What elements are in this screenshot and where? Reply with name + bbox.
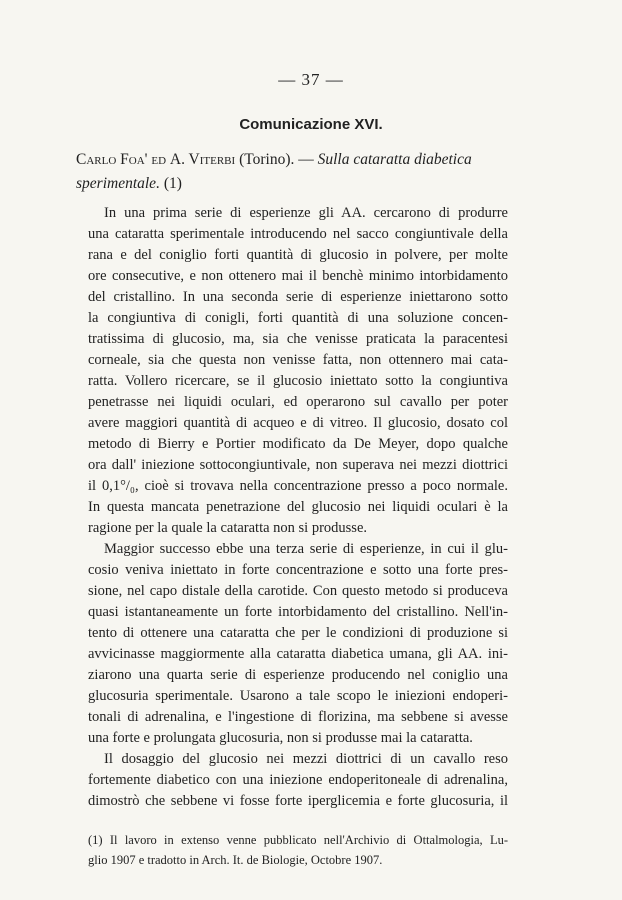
text-line: quasi istantaneamente un forte intorbidamento del cristallino. Nell'in-	[88, 604, 508, 620]
text-line: tonali di adrenalina, e l'ingestione di florizina, ma sebbene si avesse	[88, 709, 508, 725]
text-line: il 0,1°/₀, cioè si trovava nella concentrazione presso a poco normale.	[88, 478, 508, 494]
text-line: penetrasse nei liquidi oculari, ed operarono sul cavallo per poter	[88, 394, 508, 410]
page-number: — 37 —	[278, 70, 344, 89]
text-line: sione, nel capo distale della carotide. Con questo metodo si produceva	[88, 583, 508, 599]
text-line: ragione per la quale la cataratta non si produsse.	[88, 520, 368, 536]
text-line: ratta. Vollero ricercare, se il glucosio iniettato sotto la congiuntiva	[88, 373, 508, 389]
text-line: ziarono una quarta serie di esperienze producendo nel coniglio una	[88, 667, 508, 683]
text-line: avvicinasse maggiormente alla cataratta diabetica umana, gli AA. ini-	[88, 646, 508, 662]
footnote-line: (1) Il lavoro in extenso venne pubblicato nell'Archivio di Ottalmologia, Lu-	[88, 833, 508, 847]
article-title: Sulla cataratta diabetica sperimentale.	[76, 151, 472, 192]
byline-place: (Torino). —	[239, 151, 314, 168]
byline-and: ed	[151, 151, 167, 168]
text-line: corneale, sia che questa non venisse fatta, non ottennero mai cata-	[88, 352, 508, 368]
text-line: glucosuria sperimentale. Usarono a tale scopo le iniezioni endoperi-	[88, 688, 508, 704]
page-title: Comunicazione XVI.	[239, 116, 383, 133]
text-line: ore consecutive, e non ottenero mai il benchè minimo intorbidamento	[88, 268, 508, 284]
text-line: In questa mancata penetrazione del glucosio nei liquidi oculari è la	[88, 499, 508, 515]
text-line: una forte e prolungata glucosuria, non si produsse mai la cataratta.	[88, 730, 473, 746]
author-viterbi: A. Viterbi	[169, 151, 236, 168]
author-foa: Carlo Foa'	[76, 151, 148, 168]
text-line: del cristallino. In una seconda serie di esperienze iniettarono sotto	[88, 289, 508, 305]
footnote-line: glio 1907 e tradotto in Arch. It. de Biologie, Octobre 1907.	[88, 853, 383, 867]
text-line: tratissima di glucosio, ma, sia che venisse praticata la paracentesi	[88, 331, 508, 347]
text-line: fortemente diabetico con una iniezione endoperitoneale di adrenalina,	[88, 772, 508, 788]
byline	[76, 148, 516, 196]
text-line: In una prima serie di esperienze gli AA. cercarono di produrre	[104, 205, 508, 221]
text-line: ora dall' iniezione sottocongiuntivale, non superava nei mezzi diottrici	[88, 457, 508, 473]
text-line: la congiuntiva di conigli, forti quantità di una soluzione concen-	[88, 310, 508, 326]
text-line: tento di ottenere una cataratta che per le condizioni di produzione si	[88, 625, 508, 641]
text-line: cosio veniva iniettato in forte concentrazione e sotto una forte pres-	[88, 562, 508, 578]
text-line: dimostrò che sebbene vi fosse forte iperglicemia e forte glucosuria, il	[88, 793, 508, 809]
text-line: avere maggiori quantità di acqueo e di vitreo. Il glucosio, dosato col	[88, 415, 508, 431]
text-line: Maggior successo ebbe una terza serie di esperienze, in cui il glu-	[104, 541, 508, 557]
text-line: metodo di Bierry e Portier modificato da De Meyer, dopo qualche	[88, 436, 508, 452]
footnote-ref: (1)	[163, 175, 182, 192]
text-line: una cataratta sperimentale introducendo nel sacco congiuntivale della	[88, 226, 508, 242]
text-line: rana e del coniglio forti quantità di glucosio in polvere, per molte	[88, 247, 508, 263]
text-line: Il dosaggio del glucosio nei mezzi diottrici di un cavallo reso	[104, 751, 508, 767]
